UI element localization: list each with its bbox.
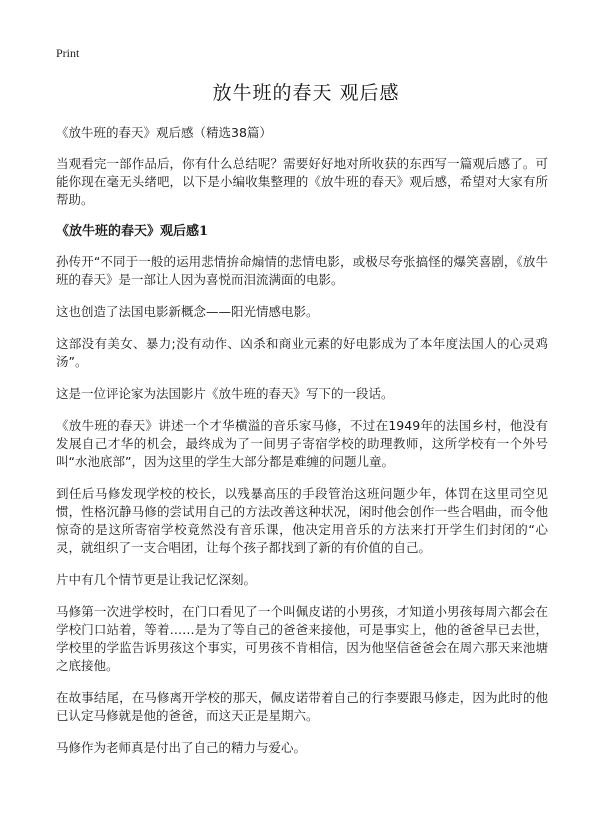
print-link[interactable]: Print (56, 46, 80, 60)
page-title: 放牛班的春天 观后感 (212, 82, 400, 104)
paragraph: 在故事结尾，在马修离开学校的那天，佩皮诺带着自己的行李要跟马修走，因为此时的他已认定马修就是他的爸爸，而这天正是星期六。 (56, 690, 548, 723)
paragraph: 到任后马修发现学校的校长，以残暴高压的手段管治这班问题少年，体罚在这里司空见惯，性格沉静马修的尝试用自己的方法改善这种状况，闲时他会创作一些合唱曲，而令他惊奇的是这所寄宿学校竟然没有音乐课，他决定用音乐的方法来打开学生们封闭的“心灵，就组织了一支合唱团，让每个孩子都找到了新的有价值的自己。 (56, 486, 548, 555)
paragraph: 马修作为老师真是付出了自己的精力与爱心。 (56, 740, 307, 755)
intro-paragraph: 当观看完一部作品后，你有什么总结呢？需要好好地对所收获的东西写一篇观后感了。可能你现在毫无头绪吧，以下是小编收集整理的《放牛班的春天》观后感，希望对大家有所帮助。 (56, 156, 548, 207)
section-heading: 《放牛班的春天》观后感1 (56, 224, 209, 239)
paragraph: 这也创造了法国电影新概念——阳光情感电影。 (56, 304, 319, 319)
paragraph: 片中有几个情节更是让我记忆深刻。 (56, 572, 257, 587)
paragraph: 《放牛班的春天》讲述一个才华横溢的音乐家马修，不过在1949年的法国乡村，他没有发展自己才华的机会，最终成为了一间男子寄宿学校的助理教师，这所学校有一个外号叫“水池底部”，因为这里的学生大部分都是难缠的问题儿童。 (56, 418, 548, 469)
paragraph: 这是一位评论家为法国影片《放牛班的春天》写下的一段话。 (56, 386, 394, 401)
article-subtitle: 《放牛班的春天》观后感（精选38篇） (56, 125, 272, 140)
paragraph: 这部没有美女、暴力;没有动作、凶杀和商业元素的好电影成为了本年度法国人的心灵鸡汤”。 (56, 336, 548, 369)
paragraph: 马修第一次进学校时，在门口看见了一个叫佩皮诺的小男孩，才知道小男孩每周六都会在学校门口站着，等着……是为了等自己的爸爸来接他，可是事实上，他的爸爸早已去世，学校里的学监告诉男孩这个事实，可男孩不肯相信，因为他坚信爸爸会在周六那天来池塘之底接他。 (56, 604, 548, 673)
paragraph: 孙传开“不同于一般的运用悲情拚命煽情的悲情电影，或极尽夸张搞怪的爆笑喜剧，《放牛班的春天》是一部让人因为喜悦而泪流满面的电影。 (56, 254, 548, 287)
article-body (56, 124, 548, 771)
